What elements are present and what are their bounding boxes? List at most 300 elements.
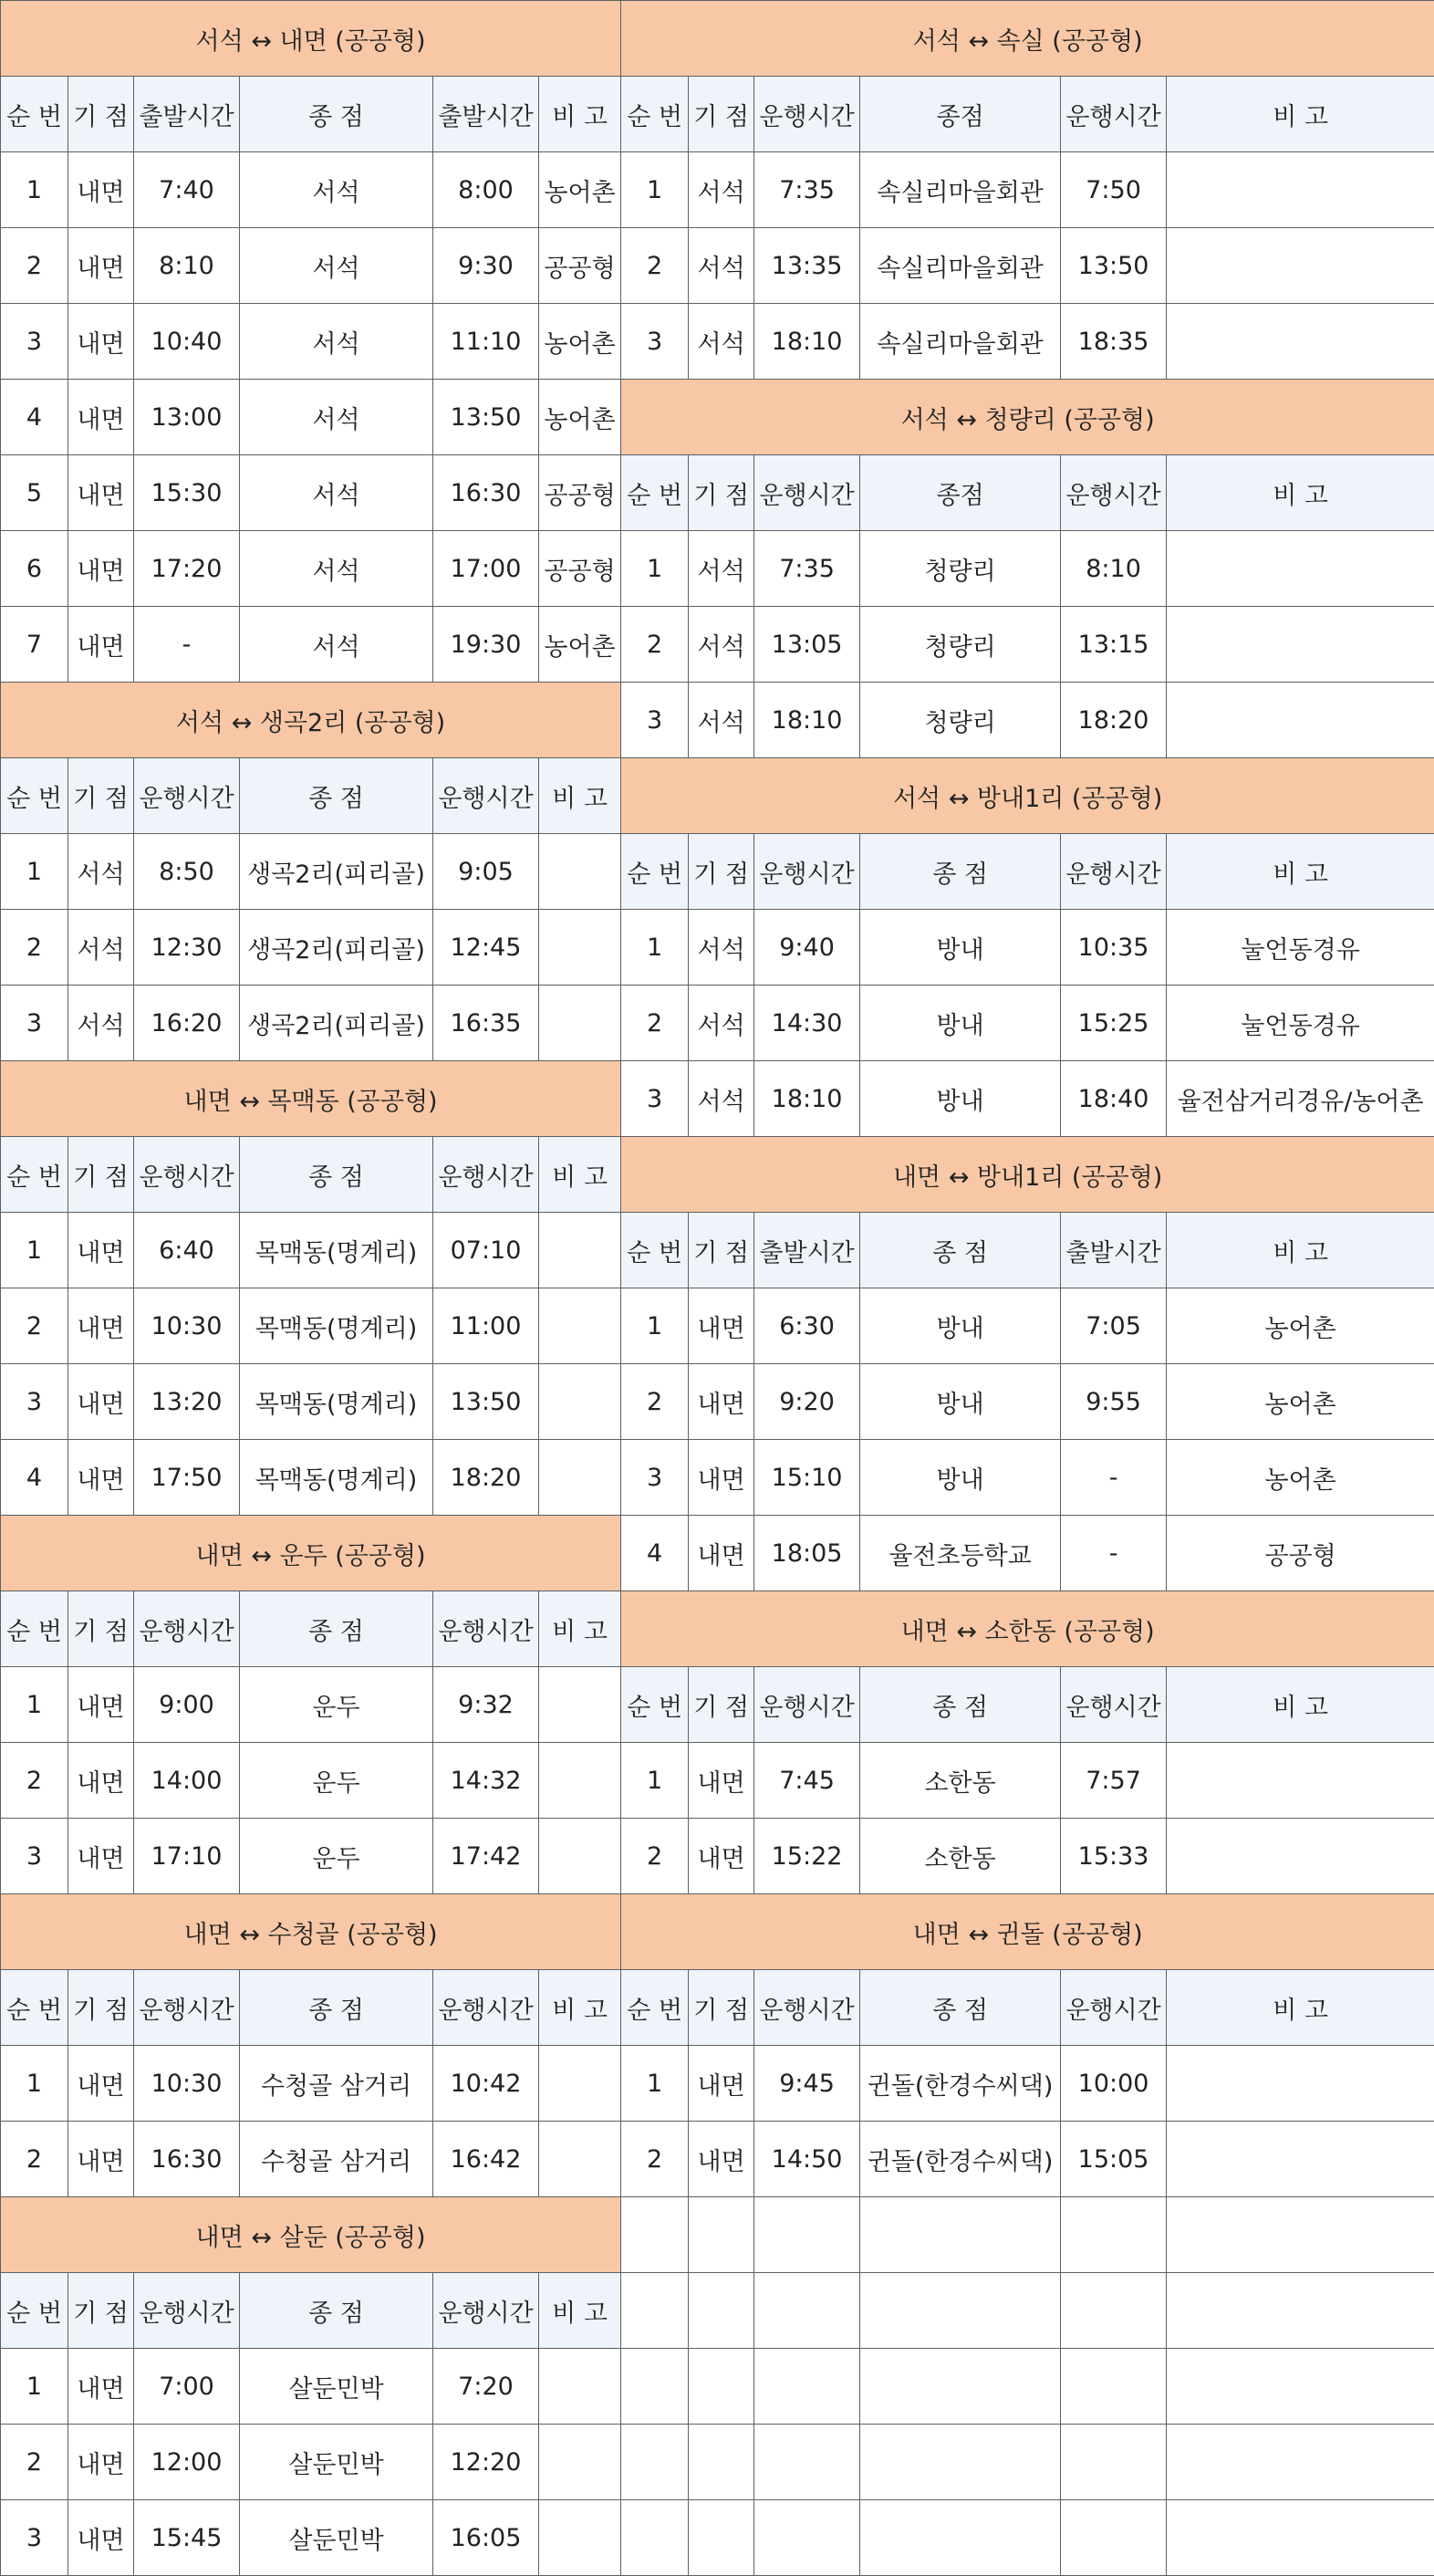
cell-dest: 소한동 [860, 1743, 1061, 1819]
header-time-end-naemyeon_saldun: 운행시간 [433, 2273, 539, 2349]
header-seq-naemyeon_undu: 순 번 [1, 1591, 68, 1667]
cell-seq: 4 [621, 1516, 689, 1591]
cell-dest: 목맥동(명계리) [240, 1364, 433, 1440]
cell-origin: 서석 [689, 304, 754, 380]
header-dest-naemyeon_saldun: 종 점 [240, 2273, 433, 2349]
cell-note [539, 2349, 621, 2425]
cell-time-end: 11:00 [433, 1288, 539, 1364]
table-row [1, 2122, 1434, 2197]
cell-seq: 2 [621, 986, 689, 1061]
cell-dest: 목맥동(명계리) [240, 1440, 433, 1516]
cell-seq: 2 [1, 1743, 68, 1819]
cell-origin: 내면 [68, 304, 134, 380]
cell-time: 13:35 [754, 228, 860, 304]
cell-time-end: 12:20 [433, 2425, 539, 2500]
cell-note: 농어촌 [1167, 1364, 1434, 1440]
cell-origin: 내면 [68, 228, 134, 304]
header-seq-seoseok_naemyeon: 순 번 [1, 77, 68, 152]
cell-time-end: - [1061, 1516, 1167, 1591]
header-note-seoseok_saenggok: 비 고 [539, 758, 621, 834]
cell-dest: 방내 [860, 1288, 1061, 1364]
cell-note [539, 1819, 621, 1894]
cell-seq: 2 [1, 2425, 68, 2500]
cell-dest: 속실리마을회관 [860, 152, 1061, 228]
route-title-seoseok_soksil: 서석 ↔ 속실 (공공형) [621, 1, 1434, 77]
header-note-seoseok_cheongnyangni: 비 고 [1167, 455, 1434, 531]
cell-seq: 3 [1, 2500, 68, 2576]
cell-note [539, 2425, 621, 2500]
cell-time: 9:00 [134, 1667, 240, 1743]
cell-time: 18:05 [754, 1516, 860, 1591]
cell-dest: 서석 [240, 607, 433, 683]
cell-origin: 내면 [68, 1440, 134, 1516]
header-seq-seoseok_saenggok: 순 번 [1, 758, 68, 834]
cell-time-end: 9:32 [433, 1667, 539, 1743]
header-time-seoseok_cheongnyangni: 운행시간 [754, 455, 860, 531]
cell-seq: 3 [621, 683, 689, 758]
route-title-naemyeon_undu: 내면 ↔ 운두 (공공형) [1, 1516, 621, 1591]
empty-cell [1061, 2349, 1167, 2425]
cell-time: 16:20 [134, 986, 240, 1061]
cell-origin: 내면 [68, 2425, 134, 2500]
cell-time-end: 9:55 [1061, 1364, 1167, 1440]
cell-origin: 내면 [689, 2046, 754, 2122]
cell-origin: 서석 [689, 228, 754, 304]
cell-time: 18:10 [754, 1061, 860, 1137]
header-time-end-seoseok_cheongnyangni: 운행시간 [1061, 455, 1167, 531]
empty-cell [754, 2500, 860, 2576]
cell-time-end: 13:15 [1061, 607, 1167, 683]
cell-note [539, 2122, 621, 2197]
cell-note [539, 1213, 621, 1288]
header-note-naemyeon_sohandong: 비 고 [1167, 1667, 1434, 1743]
cell-dest: 방내 [860, 1440, 1061, 1516]
empty-cell [860, 2273, 1061, 2349]
cell-dest: 방내 [860, 1061, 1061, 1137]
table-row [1, 1970, 1434, 2046]
cell-note: 농어촌 [539, 304, 621, 380]
cell-time-end: 7:57 [1061, 1743, 1167, 1819]
empty-cell [1167, 2500, 1434, 2576]
cell-dest: 청량리 [860, 607, 1061, 683]
cell-time: 10:30 [134, 2046, 240, 2122]
header-time-end-seoseok_naemyeon: 출발시간 [433, 77, 539, 152]
header-time-naemyeon_sucheonggol: 운행시간 [134, 1970, 240, 2046]
cell-origin: 서석 [689, 910, 754, 986]
cell-dest: 소한동 [860, 1819, 1061, 1894]
cell-dest: 방내 [860, 1364, 1061, 1440]
cell-seq: 3 [1, 304, 68, 380]
cell-note [1167, 531, 1434, 607]
header-seq-naemyeon_sohandong: 순 번 [621, 1667, 689, 1743]
cell-time: 14:00 [134, 1743, 240, 1819]
cell-time-end: - [1061, 1440, 1167, 1516]
header-time-end-naemyeon_undu: 운행시간 [433, 1591, 539, 1667]
cell-seq: 3 [621, 304, 689, 380]
header-dest-naemyeon_bangnae: 종 점 [860, 1213, 1061, 1288]
cell-origin: 서석 [68, 986, 134, 1061]
cell-time-end: 9:30 [433, 228, 539, 304]
cell-time-end: 16:05 [433, 2500, 539, 2576]
cell-note: 율전삼거리경유/농어촌 [1167, 1061, 1434, 1137]
header-time-naemyeon_saldun: 운행시간 [134, 2273, 240, 2349]
cell-time: - [134, 607, 240, 683]
cell-time: 13:00 [134, 380, 240, 455]
cell-seq: 1 [1, 834, 68, 910]
header-note-naemyeon_saldun: 비 고 [539, 2273, 621, 2349]
cell-time-end: 13:50 [433, 380, 539, 455]
cell-origin: 내면 [68, 607, 134, 683]
header-dest-naemyeon_sucheonggol: 종 점 [240, 1970, 433, 2046]
cell-seq: 4 [1, 380, 68, 455]
cell-time: 14:30 [754, 986, 860, 1061]
cell-seq: 1 [1, 1213, 68, 1288]
cell-seq: 2 [1, 910, 68, 986]
empty-cell [860, 2425, 1061, 2500]
cell-dest: 서석 [240, 380, 433, 455]
route-title-naemyeon_mokmaek: 내면 ↔ 목맥동 (공공형) [1, 1061, 621, 1137]
cell-time: 16:30 [134, 2122, 240, 2197]
cell-dest: 수청골 삼거리 [240, 2122, 433, 2197]
cell-time-end: 8:10 [1061, 531, 1167, 607]
cell-note: 농어촌 [539, 380, 621, 455]
cell-note [1167, 683, 1434, 758]
cell-origin: 서석 [689, 152, 754, 228]
header-note-seoseok_soksil: 비 고 [1167, 77, 1434, 152]
header-time-end-naemyeon_mokmaek: 운행시간 [433, 1137, 539, 1213]
header-time-seoseok_soksil: 운행시간 [754, 77, 860, 152]
cell-time: 7:40 [134, 152, 240, 228]
header-time-end-seoseok_saenggok: 운행시간 [433, 758, 539, 834]
cell-dest: 속실리마을회관 [860, 304, 1061, 380]
table-row [1, 1591, 1434, 1667]
table-row [1, 1213, 1434, 1288]
cell-origin: 내면 [689, 1743, 754, 1819]
cell-dest: 서석 [240, 455, 433, 531]
cell-seq: 6 [1, 531, 68, 607]
cell-time: 10:30 [134, 1288, 240, 1364]
header-note-naemyeon_bangnae: 비 고 [1167, 1213, 1434, 1288]
cell-dest: 서석 [240, 152, 433, 228]
table-row [1, 1743, 1434, 1819]
cell-dest: 귄돌(한경수씨댁) [860, 2122, 1061, 2197]
cell-note [539, 1667, 621, 1743]
cell-time-end: 10:42 [433, 2046, 539, 2122]
cell-seq: 1 [621, 1743, 689, 1819]
cell-note [1167, 2122, 1434, 2197]
cell-note [1167, 2046, 1434, 2122]
cell-dest: 운두 [240, 1819, 433, 1894]
table-row [1, 2349, 1434, 2425]
cell-origin: 내면 [68, 1364, 134, 1440]
empty-cell [1061, 2500, 1167, 2576]
cell-dest: 율전초등학교 [860, 1516, 1061, 1591]
cell-time: 7:45 [754, 1743, 860, 1819]
cell-dest: 서석 [240, 531, 433, 607]
header-note-naemyeon_gwindol: 비 고 [1167, 1970, 1434, 2046]
route-title-seoseok_saenggok: 서석 ↔ 생곡2리 (공공형) [1, 683, 621, 758]
cell-seq: 1 [1, 152, 68, 228]
cell-origin: 내면 [68, 380, 134, 455]
cell-time: 18:10 [754, 304, 860, 380]
cell-note [1167, 152, 1434, 228]
header-note-naemyeon_sucheonggol: 비 고 [539, 1970, 621, 2046]
cell-time-end: 16:35 [433, 986, 539, 1061]
cell-origin: 내면 [689, 1516, 754, 1591]
cell-note [539, 1743, 621, 1819]
cell-time-end: 10:00 [1061, 2046, 1167, 2122]
cell-note: 농어촌 [1167, 1440, 1434, 1516]
cell-note: 눌언동경유 [1167, 910, 1434, 986]
cell-time-end: 15:05 [1061, 2122, 1167, 2197]
cell-origin: 내면 [689, 2122, 754, 2197]
cell-time: 12:30 [134, 910, 240, 986]
route-title-seoseok_cheongnyangni: 서석 ↔ 청량리 (공공형) [621, 380, 1434, 455]
header-seq-naemyeon_bangnae: 순 번 [621, 1213, 689, 1288]
header-note-seoseok_bangnae: 비 고 [1167, 834, 1434, 910]
route-title-naemyeon_saldun: 내면 ↔ 살둔 (공공형) [1, 2197, 621, 2273]
cell-time: 8:50 [134, 834, 240, 910]
cell-time: 15:30 [134, 455, 240, 531]
table-row [1, 1819, 1434, 1894]
header-origin-naemyeon_gwindol: 기 점 [689, 1970, 754, 2046]
cell-time-end: 16:30 [433, 455, 539, 531]
cell-seq: 2 [621, 1819, 689, 1894]
table-row [1, 1, 1434, 77]
table-row [1, 2197, 1434, 2273]
cell-time-end: 12:45 [433, 910, 539, 986]
cell-note [539, 910, 621, 986]
empty-cell [1061, 2273, 1167, 2349]
table-row [1, 2273, 1434, 2349]
cell-note [1167, 1819, 1434, 1894]
header-seq-naemyeon_mokmaek: 순 번 [1, 1137, 68, 1213]
cell-seq: 2 [1, 228, 68, 304]
cell-time: 13:20 [134, 1364, 240, 1440]
cell-seq: 1 [1, 2349, 68, 2425]
table-row [1, 531, 1434, 607]
header-origin-seoseok_naemyeon: 기 점 [68, 77, 134, 152]
cell-time-end: 15:33 [1061, 1819, 1167, 1894]
cell-dest: 서석 [240, 228, 433, 304]
cell-time-end: 8:00 [433, 152, 539, 228]
header-time-end-naemyeon_sohandong: 운행시간 [1061, 1667, 1167, 1743]
cell-note [539, 1364, 621, 1440]
cell-dest: 수청골 삼거리 [240, 2046, 433, 2122]
cell-seq: 5 [1, 455, 68, 531]
cell-seq: 2 [1, 2122, 68, 2197]
header-seq-seoseok_bangnae: 순 번 [621, 834, 689, 910]
cell-seq: 1 [621, 910, 689, 986]
empty-cell [860, 2197, 1061, 2273]
header-time-end-naemyeon_bangnae: 출발시간 [1061, 1213, 1167, 1288]
cell-time-end: 13:50 [1061, 228, 1167, 304]
cell-seq: 1 [621, 152, 689, 228]
table-row [1, 1061, 1434, 1137]
table-row [1, 910, 1434, 986]
table-row [1, 228, 1434, 304]
table-row [1, 834, 1434, 910]
cell-time-end: 18:35 [1061, 304, 1167, 380]
table-row [1, 2046, 1434, 2122]
cell-origin: 서석 [689, 683, 754, 758]
empty-cell [621, 2349, 689, 2425]
empty-cell [689, 2349, 754, 2425]
cell-origin: 내면 [68, 1743, 134, 1819]
header-dest-seoseok_soksil: 종점 [860, 77, 1061, 152]
header-note-naemyeon_undu: 비 고 [539, 1591, 621, 1667]
cell-seq: 3 [1, 1819, 68, 1894]
cell-origin: 서석 [689, 607, 754, 683]
table-row [1, 1894, 1434, 1970]
cell-time-end: 10:35 [1061, 910, 1167, 986]
header-dest-naemyeon_mokmaek: 종 점 [240, 1137, 433, 1213]
cell-note [1167, 1743, 1434, 1819]
header-origin-seoseok_cheongnyangni: 기 점 [689, 455, 754, 531]
cell-note [539, 1288, 621, 1364]
cell-seq: 3 [1, 1364, 68, 1440]
cell-dest: 운두 [240, 1667, 433, 1743]
header-origin-seoseok_saenggok: 기 점 [68, 758, 134, 834]
cell-time-end: 07:10 [433, 1213, 539, 1288]
cell-note: 농어촌 [1167, 1288, 1434, 1364]
cell-time: 15:45 [134, 2500, 240, 2576]
header-origin-naemyeon_sucheonggol: 기 점 [68, 1970, 134, 2046]
table-row [1, 1137, 1434, 1213]
table-row [1, 455, 1434, 531]
empty-cell [621, 2500, 689, 2576]
header-origin-naemyeon_undu: 기 점 [68, 1591, 134, 1667]
empty-cell [689, 2500, 754, 2576]
cell-dest: 귄돌(한경수씨댁) [860, 2046, 1061, 2122]
cell-dest: 살둔민박 [240, 2425, 433, 2500]
table-row [1, 77, 1434, 152]
header-dest-seoseok_bangnae: 종 점 [860, 834, 1061, 910]
cell-seq: 2 [621, 228, 689, 304]
header-origin-naemyeon_sohandong: 기 점 [689, 1667, 754, 1743]
cell-origin: 내면 [68, 2349, 134, 2425]
table-row [1, 304, 1434, 380]
cell-note: 농어촌 [539, 607, 621, 683]
empty-cell [621, 2273, 689, 2349]
cell-note [539, 2500, 621, 2576]
header-time-naemyeon_mokmaek: 운행시간 [134, 1137, 240, 1213]
cell-seq: 1 [621, 1288, 689, 1364]
cell-seq: 1 [621, 2046, 689, 2122]
cell-note: 공공형 [539, 531, 621, 607]
cell-note: 공공형 [539, 228, 621, 304]
cell-time: 6:30 [754, 1288, 860, 1364]
cell-seq: 1 [1, 1667, 68, 1743]
table-row [1, 683, 1434, 758]
table-row [1, 607, 1434, 683]
cell-dest: 서석 [240, 304, 433, 380]
table-row [1, 1288, 1434, 1364]
cell-time-end: 14:32 [433, 1743, 539, 1819]
cell-time-end: 7:50 [1061, 152, 1167, 228]
cell-time-end: 16:42 [433, 2122, 539, 2197]
cell-dest: 방내 [860, 910, 1061, 986]
cell-origin: 내면 [68, 152, 134, 228]
header-time-end-seoseok_bangnae: 운행시간 [1061, 834, 1167, 910]
cell-time: 9:20 [754, 1364, 860, 1440]
header-dest-naemyeon_gwindol: 종 점 [860, 1970, 1061, 2046]
cell-time: 17:10 [134, 1819, 240, 1894]
cell-time-end: 17:42 [433, 1819, 539, 1894]
cell-time: 12:00 [134, 2425, 240, 2500]
cell-dest: 생곡2리(피리골) [240, 910, 433, 986]
empty-cell [689, 2197, 754, 2273]
table-row [1, 1364, 1434, 1440]
cell-origin: 서석 [68, 910, 134, 986]
cell-time: 15:10 [754, 1440, 860, 1516]
cell-time: 7:35 [754, 531, 860, 607]
cell-seq: 3 [1, 986, 68, 1061]
cell-time-end: 18:40 [1061, 1061, 1167, 1137]
cell-seq: 2 [621, 1364, 689, 1440]
empty-cell [621, 2425, 689, 2500]
header-dest-naemyeon_sohandong: 종 점 [860, 1667, 1061, 1743]
cell-dest: 청량리 [860, 531, 1061, 607]
cell-seq: 1 [621, 531, 689, 607]
cell-time: 14:50 [754, 2122, 860, 2197]
header-origin-seoseok_bangnae: 기 점 [689, 834, 754, 910]
header-seq-seoseok_soksil: 순 번 [621, 77, 689, 152]
header-origin-naemyeon_mokmaek: 기 점 [68, 1137, 134, 1213]
cell-time: 7:00 [134, 2349, 240, 2425]
empty-cell [754, 2349, 860, 2425]
cell-origin: 내면 [68, 1288, 134, 1364]
cell-time-end: 17:00 [433, 531, 539, 607]
cell-seq: 4 [1, 1440, 68, 1516]
cell-time-end: 9:05 [433, 834, 539, 910]
table-row [1, 2500, 1434, 2576]
cell-time: 9:45 [754, 2046, 860, 2122]
table-row [1, 986, 1434, 1061]
cell-time: 8:10 [134, 228, 240, 304]
header-origin-seoseok_soksil: 기 점 [689, 77, 754, 152]
header-origin-naemyeon_bangnae: 기 점 [689, 1213, 754, 1288]
header-time-seoseok_naemyeon: 출발시간 [134, 77, 240, 152]
header-seq-naemyeon_saldun: 순 번 [1, 2273, 68, 2349]
cell-note: 공공형 [1167, 1516, 1434, 1591]
cell-time: 17:50 [134, 1440, 240, 1516]
header-time-seoseok_bangnae: 운행시간 [754, 834, 860, 910]
table-row [1, 152, 1434, 228]
cell-dest: 살둔민박 [240, 2349, 433, 2425]
cell-seq: 2 [621, 2122, 689, 2197]
cell-dest: 생곡2리(피리골) [240, 986, 433, 1061]
header-time-naemyeon_gwindol: 운행시간 [754, 1970, 860, 2046]
cell-seq: 2 [1, 1288, 68, 1364]
route-title-seoseok_bangnae: 서석 ↔ 방내1리 (공공형) [621, 758, 1434, 834]
cell-seq: 7 [1, 607, 68, 683]
route-title-naemyeon_bangnae: 내면 ↔ 방내1리 (공공형) [621, 1137, 1434, 1213]
cell-note [539, 1440, 621, 1516]
route-title-naemyeon_gwindol: 내면 ↔ 귄돌 (공공형) [621, 1894, 1434, 1970]
cell-origin: 내면 [689, 1364, 754, 1440]
cell-time: 13:05 [754, 607, 860, 683]
cell-origin: 서석 [68, 834, 134, 910]
header-dest-seoseok_cheongnyangni: 종점 [860, 455, 1061, 531]
header-seq-naemyeon_gwindol: 순 번 [621, 1970, 689, 2046]
cell-time: 15:22 [754, 1819, 860, 1894]
cell-origin: 내면 [68, 2046, 134, 2122]
cell-time-end: 13:50 [433, 1364, 539, 1440]
cell-note [539, 986, 621, 1061]
cell-note: 눌언동경유 [1167, 986, 1434, 1061]
cell-time-end: 7:05 [1061, 1288, 1167, 1364]
